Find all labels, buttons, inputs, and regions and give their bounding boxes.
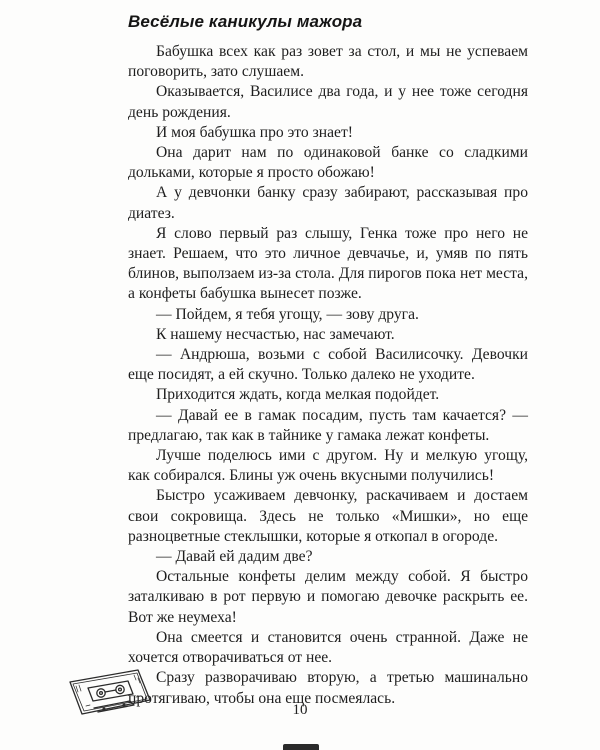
paragraph: Бабушка всех как раз зовет за стол, и мы не успеваем поговорить, зато слушаем. [128,43,528,81]
page-edge-tab [283,744,319,750]
paragraph: — Давай ее в гамак посадим, пусть там качается? — предлагаю, так как в тайнике у гамака лежат конфеты. [128,406,528,444]
paragraph: Она смеется и становится очень странной. Даже не хочется отворачиваться от нее. [128,628,528,667]
running-head: Весёлые каникулы мажора [128,12,363,31]
paragraph: К нашему несчастью, нас замечают. [156,325,395,343]
paragraph: Лучше поделюсь ими с другом. Ну и мелкую угощу, как собирался. Блины уж очень вкусными получились! [128,447,528,485]
paragraph: — Пойдем, я тебя угощу, — зову друга. [156,305,419,323]
paragraph: Сразу разворачиваю вторую, а третью машинально протягиваю, чтобы она еще посмеялась. [128,669,528,707]
paragraph: Приходится ждать, когда мелкая подойдет. [156,386,440,404]
body-text [128,42,528,709]
paragraph: — Давай ей дадим две? [156,548,313,566]
paragraph: Быстро усаживаем девчонку, раскачиваем и достаем свои сокровища. Здесь не только «Мишки», но еще разноцветные стеклышки, которые я откопал в огороде. [128,487,528,545]
paragraph: Остальные конфеты делим между собой. Я быстро заталкиваю в рот первую и помогаю девочке раскрыть ее. Вот же неумеха! [128,568,528,626]
paragraph: А у девчонки банку сразу забирают, рассказывая про диатез. [128,184,528,222]
paragraph: И моя бабушка про это знает! [156,123,353,141]
paragraph: Она дарит нам по одинаковой банке со сладкими дольками, которые я просто обожаю! [128,144,528,182]
paragraph: Я слово первый раз слышу, Генка тоже про него не знает. Решаем, что это личное девчачье, и, умяв по пять блинов, выползаем из-за стола. Для пирогов пока нет места, а конфеты бабушка вынесет позже. [128,224,528,303]
paragraph: — Андрюша, возьми с собой Василисочку. Девочки еще посидят, а ей скучно. Только далеко не уходите. [128,346,528,384]
page-number: 10 [292,702,308,718]
paragraph: Оказывается, Василисе два года, и у нее тоже сегодня день рождения. [128,83,528,121]
